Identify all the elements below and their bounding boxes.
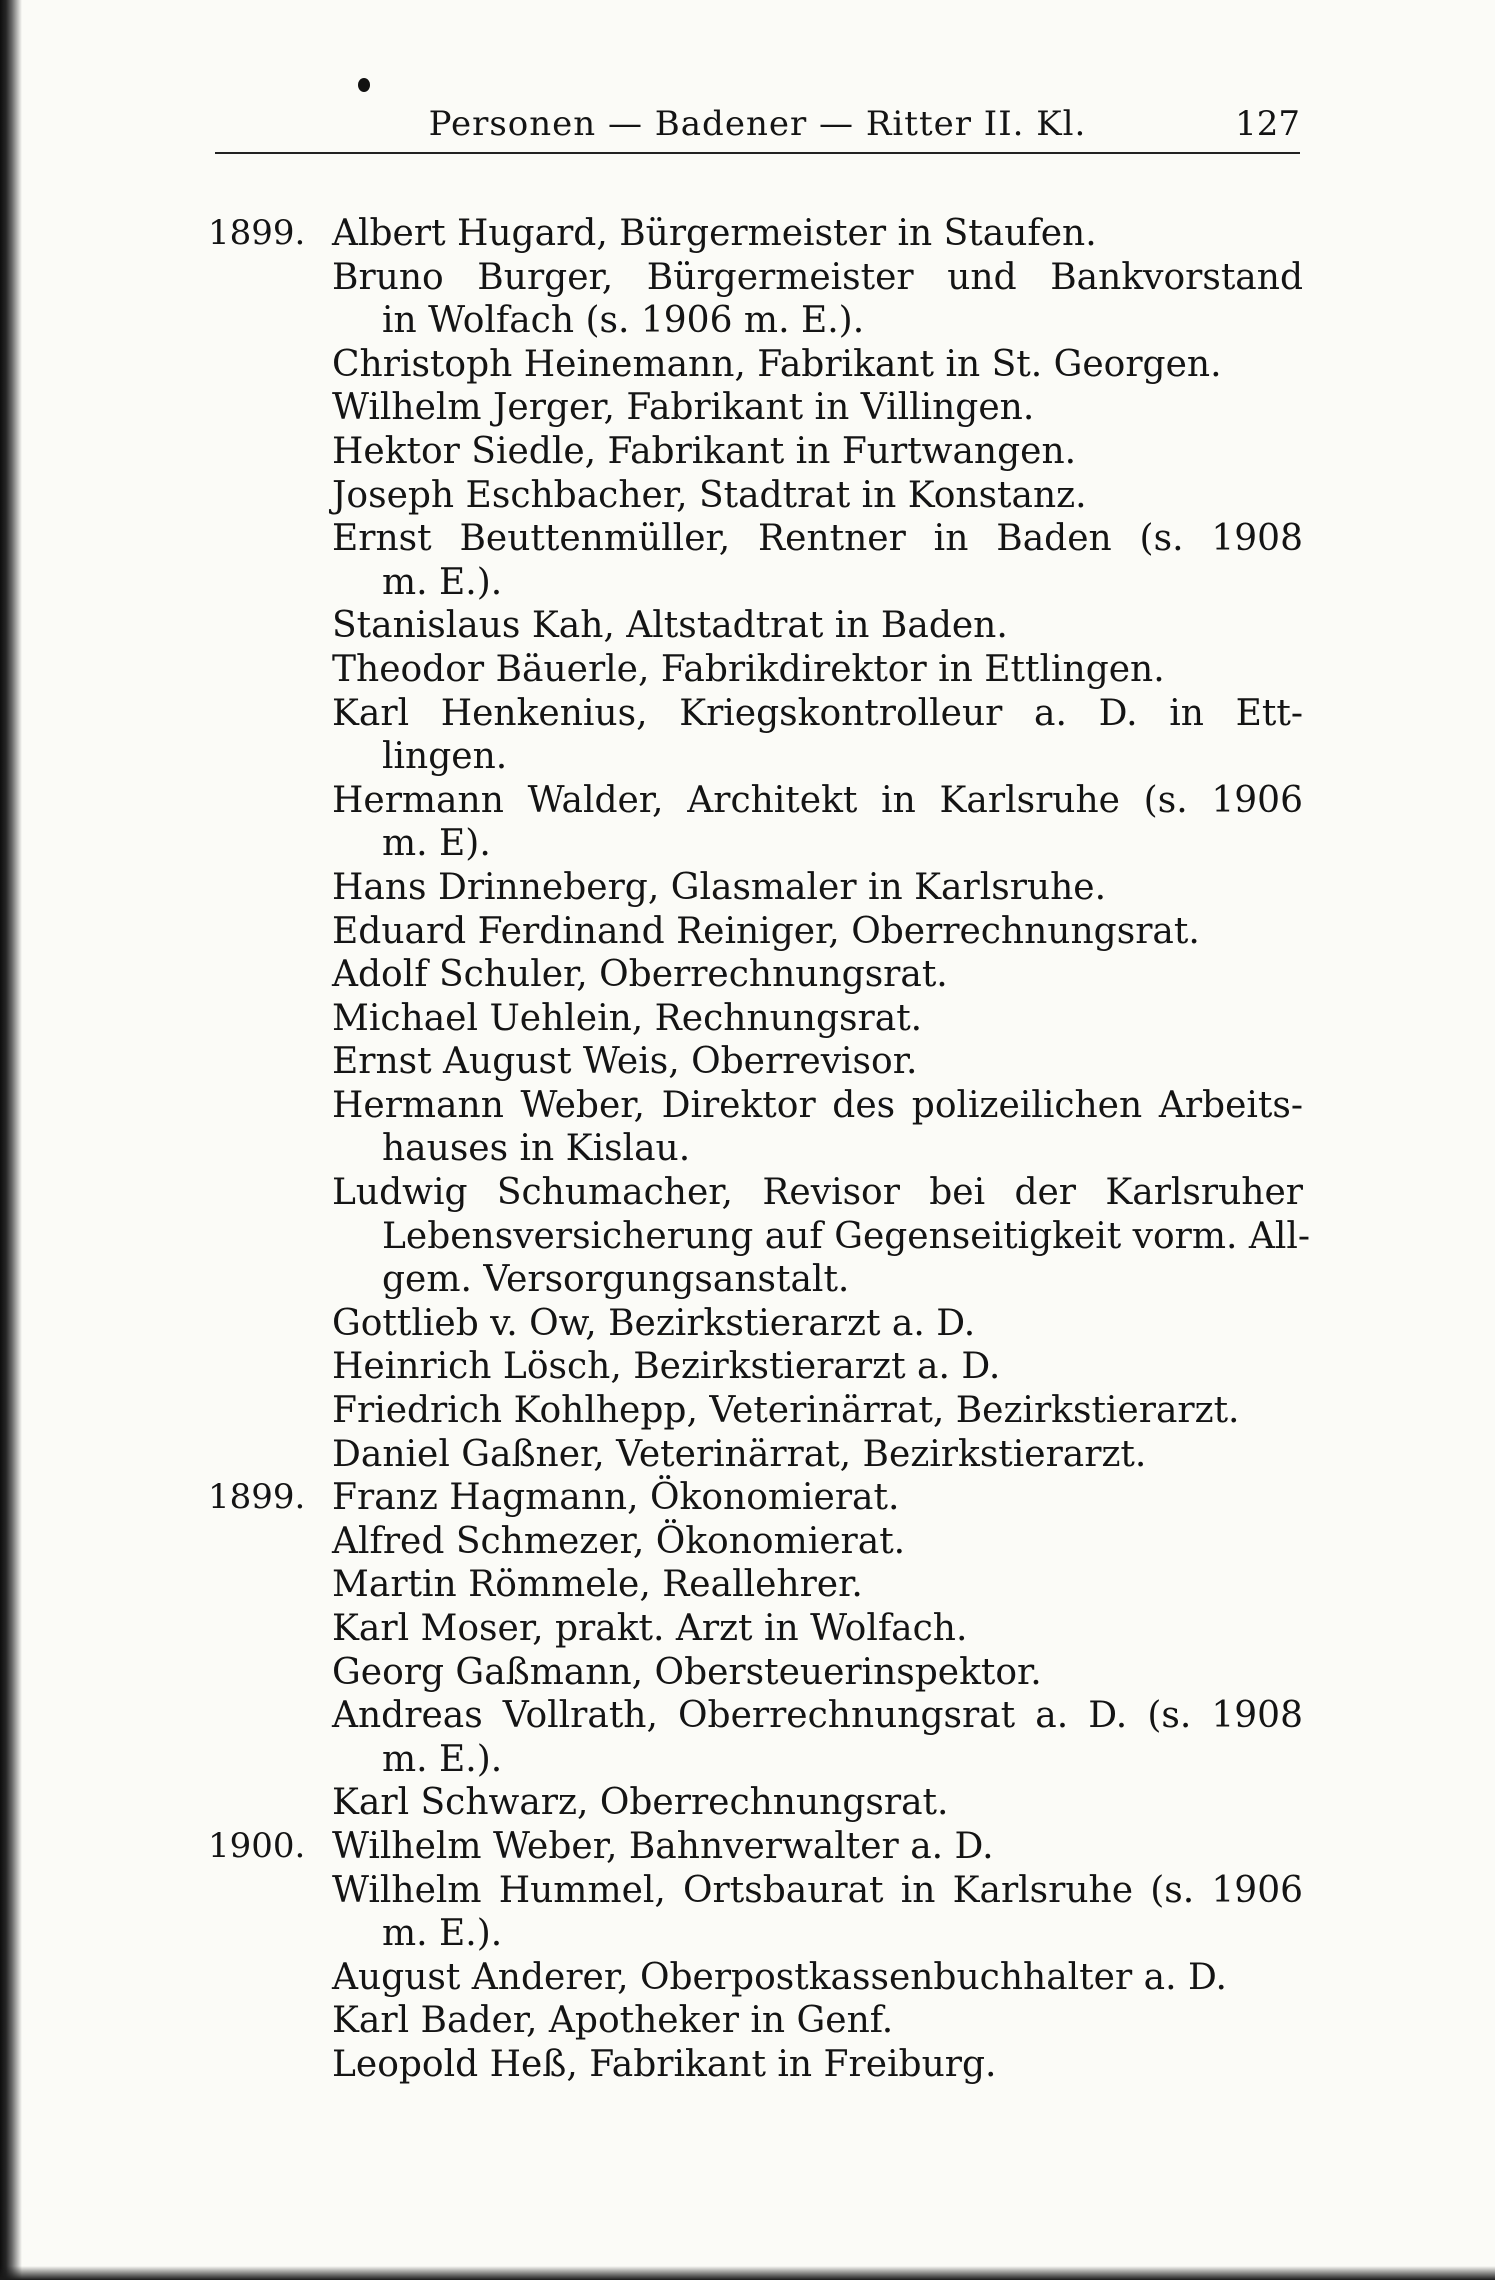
list-item: [208, 1476, 1303, 1520]
list-item: [208, 2043, 1303, 2087]
entry-text: Stanislaus Kah, Altstadtrat in Baden.: [332, 605, 1008, 647]
page-bottom-shadow: [0, 2266, 1495, 2280]
list-item: [208, 1869, 1303, 1956]
entry-line: [208, 1651, 1303, 1695]
list-item: [208, 866, 1303, 910]
entry-continuation-line: [208, 1127, 1303, 1171]
list-item: [208, 1956, 1303, 2000]
list-item: [208, 604, 1303, 648]
entry-text: Georg Gaßmann, Obersteuerinspektor.: [332, 1651, 1042, 1693]
entry-text: Hermann Weber, Direktor des polizeilichen Arbeits-: [332, 1084, 1303, 1126]
entry-text: Adolf Schuler, Oberrechnungsrat.: [332, 954, 948, 996]
entry-year: 1899.: [208, 213, 306, 253]
entry-line: [208, 1433, 1303, 1477]
list-item: [208, 1171, 1311, 1302]
entry-text: Lebensversicherung auf Gegenseitigkeit vorm. All-: [382, 1215, 1311, 1257]
entry-continuation-line: [208, 1215, 1311, 1259]
list-item: [208, 1607, 1303, 1651]
list-item: [208, 910, 1303, 954]
entry-line: [208, 953, 1303, 997]
list-item: [208, 1999, 1303, 2043]
entry-text: m. E.).: [382, 1738, 503, 1780]
list-item: [208, 1433, 1303, 1477]
entry-continuation-line: [208, 1258, 1303, 1302]
page-header: [215, 96, 1300, 154]
entry-text: Gottlieb v. Ow, Bezirkstierarzt a. D.: [332, 1302, 976, 1344]
entry-line: [208, 1956, 1303, 2000]
entry-text: m. E.).: [382, 1913, 503, 1955]
entry-line: [208, 212, 1303, 256]
entry-text: Friedrich Kohlhepp, Veterinärrat, Bezirkstierarzt.: [332, 1390, 1240, 1432]
entry-text: Michael Uehlein, Rechnungsrat.: [332, 997, 923, 1039]
entry-text: Wilhelm Jerger, Fabrikant in Villingen.: [332, 387, 1035, 429]
entry-line: [208, 386, 1303, 430]
entry-line: [208, 648, 1303, 692]
list-item: [208, 997, 1303, 1041]
entry-text: Theodor Bäuerle, Fabrikdirektor in Ettlingen.: [332, 648, 1165, 690]
entry-text: Albert Hugard, Bürgermeister in Staufen.: [332, 213, 1097, 254]
entry-text: gem. Versorgungsanstalt.: [382, 1259, 850, 1301]
entry-text: August Anderer, Oberpostkassenbuchhalter a. D.: [332, 1956, 1227, 1998]
entry-line: [208, 997, 1303, 1041]
list-item: [208, 648, 1303, 692]
list-item: [208, 517, 1303, 604]
entry-text: Heinrich Lösch, Bezirkstierarzt a. D.: [332, 1346, 1001, 1388]
entry-year: 1900.: [208, 1825, 306, 1866]
list-item: [208, 1302, 1303, 1346]
list-item: [208, 256, 1303, 343]
entry-line: [208, 1999, 1303, 2043]
entry-line: [208, 256, 1303, 300]
entry-line: [208, 604, 1303, 648]
list-item: [208, 474, 1303, 518]
entry-text: Daniel Gaßner, Veterinärrat, Bezirkstierarzt.: [332, 1433, 1147, 1475]
entry-line: [208, 1171, 1303, 1215]
list-item: [208, 386, 1303, 430]
entry-line: [208, 692, 1303, 736]
entry-text: hauses in Kislau.: [382, 1128, 691, 1170]
entry-line: [208, 910, 1303, 954]
entry-line: [208, 2043, 1303, 2087]
entry-text: Hektor Siedle, Fabrikant in Furtwangen.: [332, 430, 1077, 472]
entry-text: Eduard Ferdinand Reiniger, Oberrechnungsrat.: [332, 910, 1200, 952]
entry-text: Andreas Vollrath, Oberrechnungsrat a. D. (s. 1908: [332, 1695, 1303, 1737]
list-item: [208, 1651, 1303, 1695]
entry-continuation-line: [208, 561, 1303, 605]
list-item: [208, 1345, 1303, 1389]
entry-text: Franz Hagmann, Ökonomierat.: [332, 1477, 900, 1519]
entry-continuation-line: [208, 1912, 1303, 1956]
entry-text: m. E.).: [382, 561, 503, 603]
entry-text: Ernst August Weis, Oberrevisor.: [332, 1041, 918, 1083]
entry-text: m. E).: [382, 823, 491, 865]
page-number: 127: [1235, 104, 1300, 144]
list-item: [208, 343, 1303, 387]
entry-line: [208, 1302, 1303, 1346]
entry-line: [208, 1781, 1303, 1825]
list-item: [208, 692, 1303, 779]
entry-line: [208, 779, 1303, 823]
list-item: [208, 430, 1303, 474]
list-item: [208, 1389, 1303, 1433]
entry-line: [208, 866, 1303, 910]
entry-text: Bruno Burger, Bürgermeister und Bankvorstand: [332, 256, 1303, 298]
list-item: [208, 1781, 1303, 1825]
entry-text: Leopold Heß, Fabrikant in Freiburg.: [332, 2043, 997, 2085]
entry-line: [208, 517, 1303, 561]
entry-line: [208, 1694, 1303, 1738]
entry-text: lingen.: [382, 736, 508, 778]
entry-text: Wilhelm Hummel, Ortsbaurat in Karlsruhe (s. 1906: [332, 1869, 1303, 1911]
entry-line: [208, 430, 1303, 474]
ink-speck: [358, 78, 370, 92]
entry-text: Karl Schwarz, Oberrechnungsrat.: [332, 1782, 949, 1824]
list-item: [208, 1040, 1303, 1084]
list-item: [208, 1084, 1303, 1171]
entry-continuation-line: [208, 1738, 1303, 1782]
page-edge-shadow: [0, 0, 22, 2280]
entry-line: [208, 1084, 1303, 1128]
entry-text: Karl Henkenius, Kriegskontrolleur a. D. in Ett-: [332, 692, 1303, 734]
entry-line: [208, 1563, 1303, 1607]
entry-year: 1899.: [208, 1477, 306, 1518]
entry-line: [208, 1389, 1303, 1433]
entry-continuation-line: [208, 299, 1303, 343]
list-item: [208, 779, 1303, 866]
entry-line: [208, 1869, 1303, 1913]
list-item: [208, 212, 1303, 256]
entry-line: [208, 1476, 1303, 1520]
list-item: [208, 1520, 1303, 1564]
entry-text: Karl Bader, Apotheker in Genf.: [332, 2000, 894, 2042]
entry-line: [208, 1345, 1303, 1389]
list-item: [208, 1694, 1303, 1781]
entry-text: Christoph Heinemann, Fabrikant in St. Georgen.: [332, 343, 1222, 385]
list-item: [208, 1563, 1303, 1607]
entry-line: [208, 1607, 1303, 1651]
list-item: [208, 953, 1303, 997]
entry-text: Hans Drinneberg, Glasmaler in Karlsruhe.: [332, 866, 1107, 908]
entry-line: [208, 1520, 1303, 1564]
entry-continuation-line: [208, 735, 1303, 779]
entry-text: Ernst Beuttenmüller, Rentner in Baden (s. 1908: [332, 518, 1303, 560]
entry-text: Alfred Schmezer, Ökonomierat.: [332, 1520, 906, 1562]
entry-text: Karl Moser, prakt. Arzt in Wolfach.: [332, 1608, 968, 1649]
entry-text: Martin Römmele, Reallehrer.: [332, 1564, 863, 1606]
entry-text: Hermann Walder, Architekt in Karlsruhe (s. 1906: [332, 779, 1303, 821]
entry-text: in Wolfach (s. 1906 m. E.).: [382, 300, 865, 342]
entry-text: Joseph Eschbacher, Stadtrat in Konstanz.: [332, 474, 1087, 516]
entry-text: Wilhelm Weber, Bahnverwalter a. D.: [332, 1825, 994, 1867]
list-item: [208, 1825, 1303, 1869]
entry-continuation-line: [208, 822, 1303, 866]
running-head: Personen — Badener — Ritter II. Kl.: [428, 104, 1087, 144]
entry-line: [208, 474, 1303, 518]
entry-line: [208, 343, 1303, 387]
entry-list: [208, 212, 1311, 2087]
entry-text: Ludwig Schumacher, Revisor bei der Karlsruher: [332, 1172, 1303, 1214]
entry-line: [208, 1825, 1303, 1869]
entry-line: [208, 1040, 1303, 1084]
